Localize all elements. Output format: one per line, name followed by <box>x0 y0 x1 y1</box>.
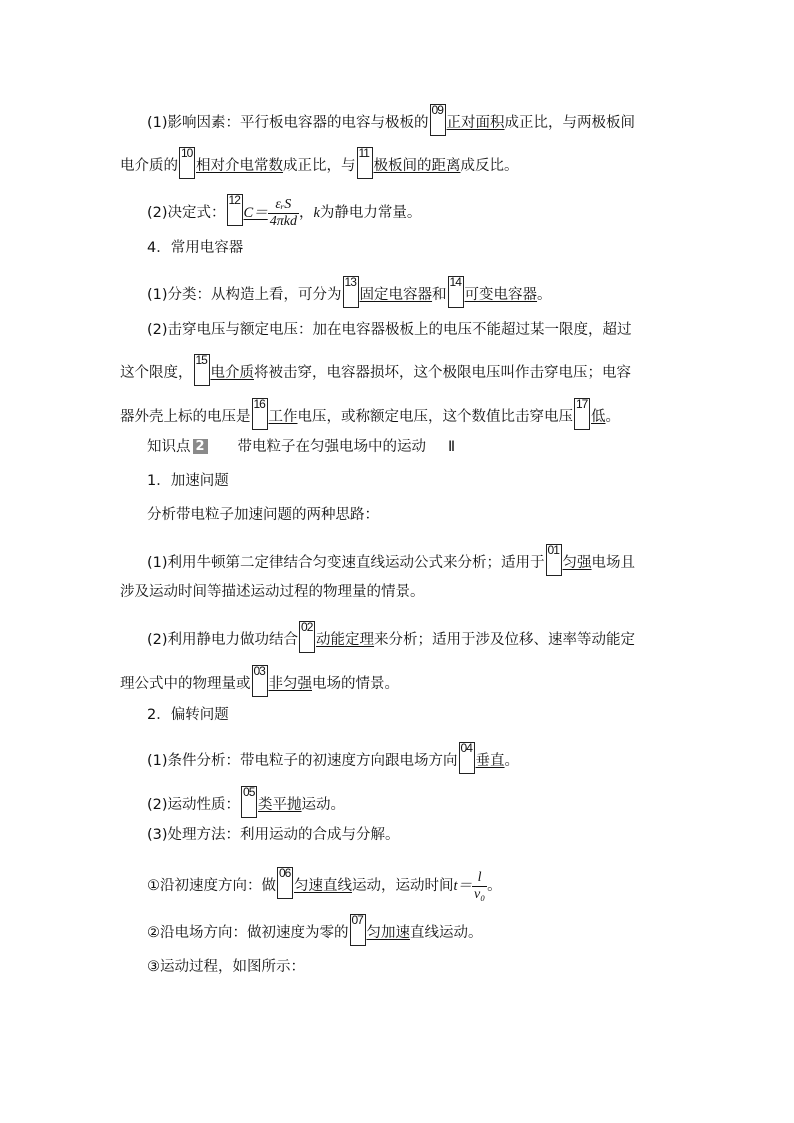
requirement-level: Ⅱ <box>448 439 456 455</box>
blank-number: 12 <box>228 193 240 207</box>
text: 2．偏转问题 <box>147 707 229 723</box>
paragraph-breakdown-voltage <box>147 320 632 340</box>
text: ③运动过程，如图所示： <box>147 959 305 975</box>
text: (2)利用静电力做功结合 <box>147 632 299 648</box>
text: 器外壳上标的电压是 <box>120 409 251 425</box>
blank-box-16 <box>252 398 268 430</box>
formula-lhs: C＝ <box>243 205 268 221</box>
text: 理公式中的物理量或 <box>120 676 251 692</box>
paragraph-two-approaches <box>147 505 379 525</box>
answer-text: 工作 <box>268 409 298 425</box>
text: (3)处理方法：利用运动的合成与分解。 <box>147 827 400 843</box>
blank-number: 11 <box>358 146 369 160</box>
text: 。 <box>605 409 620 425</box>
denominator: v₀ <box>474 886 486 902</box>
blank-box-15 <box>194 354 210 386</box>
text: 成正比，与两极板间 <box>504 115 636 131</box>
blank-number: 01 <box>547 543 559 557</box>
knowledge-point-label: 知识点 <box>147 439 191 455</box>
paragraph-energy-approach <box>147 621 635 653</box>
text: (2)决定式： <box>147 205 226 221</box>
paragraph-formula <box>147 194 421 230</box>
numerator: l <box>472 870 487 887</box>
answer-text: 匀速直线 <box>294 878 352 894</box>
blank-number: 17 <box>576 397 588 411</box>
paragraph-classification <box>147 276 552 308</box>
answer-text: 匀加速 <box>366 925 410 941</box>
paragraph-breakdown-voltage-end <box>120 398 620 430</box>
formula-fraction <box>472 870 487 903</box>
text: 4．常用电容器 <box>147 240 244 256</box>
blank-number: 14 <box>449 275 461 289</box>
paragraph-breakdown-voltage-cont <box>120 354 631 386</box>
text: 将被击穿，电容器损坏，这个极限电压叫作击穿电压；电容 <box>254 365 631 381</box>
numerator: εᵣS <box>268 197 299 214</box>
blank-box-04 <box>459 742 475 774</box>
text: 。 <box>504 753 520 769</box>
paragraph-field-direction <box>147 914 483 946</box>
blank-number: 05 <box>243 785 255 799</box>
blank-box-06 <box>277 867 293 899</box>
text: 运动。 <box>301 797 346 813</box>
blank-box-14 <box>448 276 464 308</box>
text: 这个限度， <box>120 365 193 381</box>
answer-text: 相对介电常数 <box>196 158 283 174</box>
text: (1)影响因素：平行板电容器的电容与极板的 <box>147 115 429 131</box>
text: (1)利用牛顿第二定律结合匀变速直线运动公式来分析；适用于 <box>147 555 545 571</box>
blank-number: 03 <box>253 664 265 678</box>
blank-box-05 <box>241 786 257 818</box>
text: 1．加速问题 <box>147 473 229 489</box>
answer-text: 类平抛 <box>258 797 302 813</box>
blank-number: 10 <box>181 146 193 160</box>
paragraph-condition <box>147 742 519 774</box>
blank-number: 16 <box>253 397 265 411</box>
text: ②沿电场方向：做初速度为零的 <box>147 925 349 941</box>
heading-deflection <box>147 705 229 725</box>
answer-text: 极板间的距离 <box>373 158 461 174</box>
blank-box-13 <box>343 276 359 308</box>
blank-number: 09 <box>431 103 443 117</box>
text: (1)条件分析：带电粒子的初速度方向跟电场方向 <box>147 753 458 769</box>
blank-box-17 <box>574 398 590 430</box>
blank-number: 13 <box>344 275 356 289</box>
paragraph-motion-process <box>147 957 305 977</box>
answer-text: 可变电容器 <box>464 287 538 303</box>
answer-text: 固定电容器 <box>359 287 433 303</box>
text: 来分析；适用于涉及位移、速率等动能定 <box>374 632 636 648</box>
text: (1)分类：从构造上看，可分为 <box>147 287 342 303</box>
text: (2)击穿电压与额定电压：加在电容器极板上的电压不能超过某一限度，超过 <box>147 322 632 338</box>
blank-box-12 <box>227 194 243 226</box>
answer-text: 垂直 <box>475 753 505 769</box>
answer-text: 正对面积 <box>446 115 505 131</box>
text: 为静电力常量。 <box>319 205 422 221</box>
text: 和 <box>432 287 447 303</box>
text: 。 <box>487 878 502 894</box>
text: ①沿初速度方向：做 <box>147 878 276 894</box>
denominator: 4πkd <box>269 213 297 229</box>
blank-box-07 <box>350 914 366 946</box>
paragraph-influence-factors <box>147 104 635 136</box>
paragraph-newton-approach <box>147 544 635 576</box>
text: 电场的情景。 <box>312 676 399 692</box>
blank-box-09 <box>430 104 446 136</box>
text: 涉及运动时间等描述运动过程的物理量的情景。 <box>120 584 425 600</box>
blank-box-10 <box>179 147 195 179</box>
heading-common-capacitors <box>147 238 243 258</box>
paragraph-motion-nature <box>147 786 345 818</box>
knowledge-point-title: 带电粒子在匀强电场中的运动 <box>237 439 426 455</box>
paragraph-method <box>147 825 400 845</box>
answer-text: 低 <box>591 409 606 425</box>
text: (2)运动性质： <box>147 797 241 813</box>
blank-number: 04 <box>460 741 472 755</box>
blank-box-01 <box>546 544 562 576</box>
text: 成反比。 <box>460 158 519 174</box>
blank-box-03 <box>252 665 268 697</box>
answer-text: 非匀强 <box>268 676 312 692</box>
blank-box-02 <box>299 621 315 653</box>
heading-acceleration <box>147 471 229 491</box>
blank-number: 15 <box>195 353 207 367</box>
answer-text: 电介质 <box>210 365 254 381</box>
answer-text: 动能定理 <box>316 632 375 648</box>
text: 。 <box>537 287 552 303</box>
paragraph-influence-factors-cont <box>120 147 519 179</box>
text: 分析带电粒子加速问题的两种思路： <box>147 507 379 523</box>
answer-text: 匀强 <box>562 555 592 571</box>
symbol-k: k <box>313 205 320 221</box>
text: 电介质的 <box>120 158 178 174</box>
blank-box-11 <box>357 147 373 179</box>
paragraph-newton-approach-cont <box>120 582 425 602</box>
paragraph-initial-velocity-direction <box>147 867 502 903</box>
text: 直线运动。 <box>410 925 483 941</box>
formula-lhs: t＝ <box>453 878 473 894</box>
knowledge-point-number-badge: 2 <box>193 439 208 454</box>
knowledge-point-heading <box>147 437 455 457</box>
paragraph-energy-approach-cont <box>120 665 399 697</box>
blank-number: 02 <box>301 620 313 634</box>
formula-fraction <box>268 197 299 230</box>
text: 电场且 <box>591 555 636 571</box>
formula-answer <box>243 196 299 229</box>
text: 运动，运动时间 <box>352 878 454 894</box>
text: 电压，或称额定电压，这个数值比击穿电压 <box>297 409 573 425</box>
blank-number: 06 <box>279 866 291 880</box>
text: ， <box>298 205 314 221</box>
blank-number: 07 <box>351 913 363 927</box>
text: 成正比，与 <box>283 158 356 174</box>
